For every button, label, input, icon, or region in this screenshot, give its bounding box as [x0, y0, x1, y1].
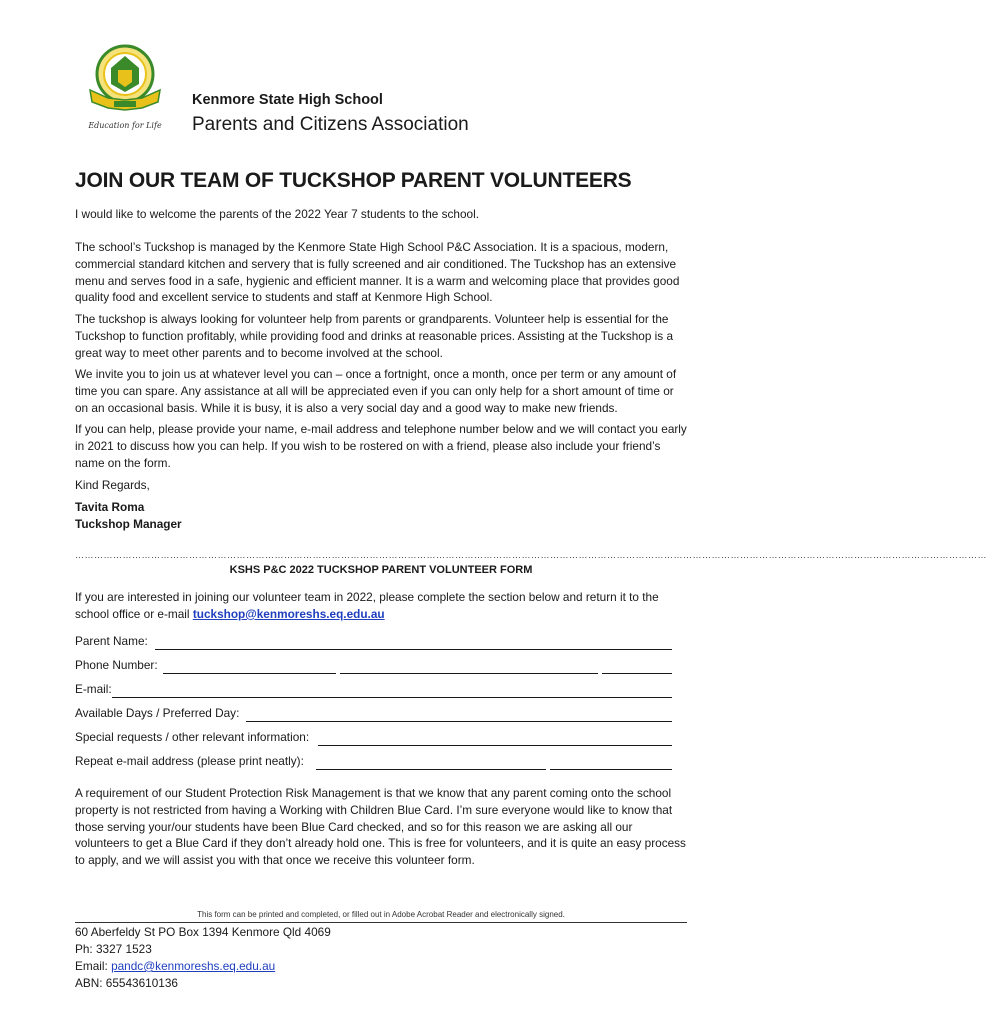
- repeat-email-field-2[interactable]: [550, 769, 672, 770]
- pandc-email-link[interactable]: pandc@kenmoreshs.eq.edu.au: [111, 959, 276, 973]
- available-days-field[interactable]: [246, 721, 672, 722]
- footer-divider: [75, 922, 687, 923]
- cut-line-divider: ………………………………………………………………………………………………………………………………………………………………………………………………………………………………………………………………: [75, 550, 987, 560]
- repeat-email-field[interactable]: [316, 769, 546, 770]
- email-label: E-mail:: [75, 682, 112, 696]
- email-field[interactable]: [112, 697, 672, 698]
- signature-name: Tavita Roma: [75, 500, 145, 514]
- repeat-email-label: Repeat e-mail address (please print neatly):: [75, 754, 304, 768]
- logo-motto: Education for Life: [88, 121, 162, 130]
- page-title: JOIN OUR TEAM OF TUCKSHOP PARENT VOLUNTEERS: [75, 169, 632, 192]
- footer-email: [75, 959, 275, 973]
- closing-text: Kind Regards,: [75, 478, 150, 492]
- footer-address: 60 Aberfeldy St PO Box 1394 Kenmore Qld 4069: [75, 925, 331, 939]
- special-requests-field[interactable]: [318, 745, 672, 746]
- school-name: Kenmore State High School: [192, 92, 383, 108]
- footer-abn: ABN: 65543610136: [75, 976, 178, 990]
- print-note: This form can be printed and completed, or filled out in Adobe Acrobat Reader and electronically signed.: [197, 910, 565, 919]
- tuckshop-email-link[interactable]: tuckshop@kenmoreshs.eq.edu.au: [192, 606, 385, 621]
- footer-phone: Ph: 3327 1523: [75, 942, 152, 956]
- paragraph-contact-request: If you can help, please provide your name, e-mail address and telephone number below and we will contact you early in 2021 to discuss how you can help. If you wish to be rostered on with a friend, please also include your friend’s name on the form.: [75, 422, 687, 470]
- paragraph-tuckshop-description: The school’s Tuckshop is managed by the Kenmore State High School P&C Association. It is a spacious, modern, commercial standard kitchen and servery that is fully screened and air conditioned. The Tuckshop has an extensive menu and serves food in a safe, hygienic and efficient manner. It is a warm and welcoming place that provides good quality food and excellent service to students and staff at Kenmore High School.: [75, 240, 680, 305]
- paragraph-invitation: We invite you to join us at whatever level you can – once a fortnight, once a month, once per term or any amount of time you can spare. Any assistance at all will be appreciated even if you can only help for a short amount of time or on an occasional basis. While it is busy, it is also a very social day and a good way to make new friends.: [75, 367, 677, 415]
- blue-card-notice: A requirement of our Student Protection Risk Management is that we know that any parent coming onto the school property is not restricted from having a Working with Children Blue Card. I’m sure everyone would like to know that those serving your/our students have been Blue Card checked, and so for this reason we are asking all our volunteers to get a Blue Card if they don’t already hold one. This is free for volunteers, and it is quite an easy process to apply, and we will assist you with that once we receive this volunteer form.: [75, 786, 686, 868]
- phone-number-field-3[interactable]: [602, 673, 672, 674]
- special-requests-label: Special requests / other relevant information:: [75, 730, 310, 744]
- form-title: KSHS P&C 2022 TUCKSHOP PARENT VOLUNTEER FORM: [229, 564, 533, 576]
- parent-name-field[interactable]: [155, 649, 672, 650]
- phone-number-field[interactable]: [163, 673, 336, 674]
- paragraph-volunteer-need: The tuckshop is always looking for volunteer help from parents or grandparents. Volunteer help is essential for the Tuckshop to function profitably, while providing food and drinks at reasonable prices. Assisting at the Tuckshop is a great way to meet other parents and to become involved at the school.: [75, 312, 674, 360]
- association-name: Parents and Citizens Association: [192, 114, 469, 135]
- signature-role: Tuckshop Manager: [75, 517, 182, 531]
- school-crest-logo: [78, 38, 172, 134]
- footer-email-label: Email:: [75, 959, 112, 973]
- form-intro-text: If you are interested in joining our volunteer team in 2022, please complete the section below and return it to the school office or e-mail: [75, 590, 659, 621]
- phone-number-label: Phone Number:: [75, 658, 158, 672]
- available-days-label: Available Days / Preferred Day:: [75, 706, 240, 720]
- phone-number-field-2[interactable]: [340, 673, 598, 674]
- form-intro: [75, 589, 690, 623]
- paragraph-welcome: I would like to welcome the parents of the 2022 Year 7 students to the school.: [75, 207, 479, 221]
- parent-name-label: Parent Name:: [75, 634, 148, 648]
